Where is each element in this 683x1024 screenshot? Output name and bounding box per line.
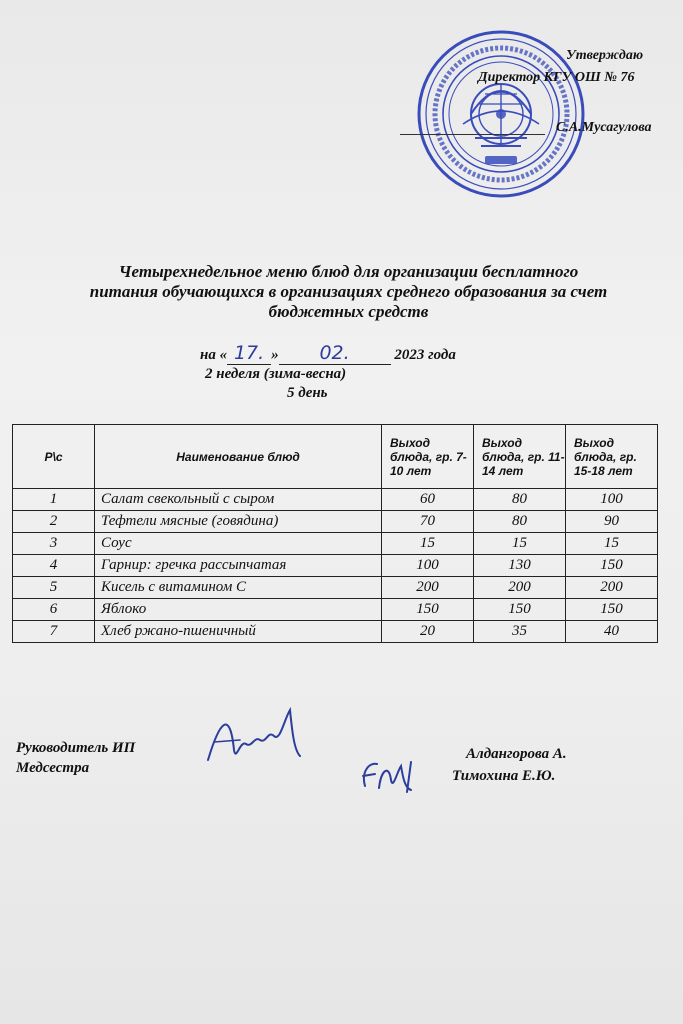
row-num: 1 <box>13 489 95 511</box>
table-row <box>13 533 658 555</box>
row-yield-15-18: 150 <box>566 555 658 577</box>
table-header-row <box>13 425 658 489</box>
row-yield-11-14: 150 <box>474 599 566 621</box>
signer-role-nurse: Медсестра <box>16 760 90 776</box>
row-dish: Яблоко <box>95 599 382 621</box>
approve-label: Утверждаю <box>566 48 644 63</box>
date-prefix: на « <box>200 347 228 363</box>
row-yield-15-18: 90 <box>566 511 658 533</box>
row-dish: Тефтели мясные (говядина) <box>95 511 382 533</box>
table-row <box>13 621 658 643</box>
signature-line <box>400 134 545 135</box>
row-num: 3 <box>13 533 95 555</box>
signer-role-head: Руководитель ИП <box>16 740 136 756</box>
table-row <box>13 489 658 511</box>
signature-nurse-icon <box>355 752 425 798</box>
header-yield-11-14: Выход блюда, гр. 11-14 лет <box>474 425 566 489</box>
row-dish: Гарнир: гречка рассыпчатая <box>95 555 382 577</box>
row-yield-15-18: 15 <box>566 533 658 555</box>
date-line <box>200 342 456 365</box>
table-row <box>13 577 658 599</box>
date-mid: » <box>271 347 279 363</box>
row-dish: Соус <box>95 533 382 555</box>
row-yield-7-10: 100 <box>382 555 474 577</box>
row-num: 4 <box>13 555 95 577</box>
table-row <box>13 511 658 533</box>
title-line-2: питания обучающихся в организациях среднего образования за счет <box>89 282 608 301</box>
director-name: С.А.Мусагулова <box>556 120 652 135</box>
header-yield-7-10: Выход блюда, гр. 7-10 лет <box>382 425 474 489</box>
row-yield-11-14: 15 <box>474 533 566 555</box>
row-yield-7-10: 150 <box>382 599 474 621</box>
row-yield-15-18: 40 <box>566 621 658 643</box>
day-label: 5 день <box>287 385 328 401</box>
director-title: Директор КГУ ОШ № 76 <box>478 70 635 85</box>
row-yield-7-10: 20 <box>382 621 474 643</box>
signer-name-head: Алдангорова А. <box>466 746 567 762</box>
header-num: Р\с <box>13 425 95 489</box>
row-yield-7-10: 60 <box>382 489 474 511</box>
row-dish: Салат свекольный с сыром <box>95 489 382 511</box>
row-yield-7-10: 15 <box>382 533 474 555</box>
row-yield-11-14: 200 <box>474 577 566 599</box>
row-num: 2 <box>13 511 95 533</box>
title-line-1: Четырехнедельное меню блюд для организации бесплатного <box>118 262 579 281</box>
row-yield-11-14: 35 <box>474 621 566 643</box>
row-dish: Хлеб ржано-пшеничный <box>95 621 382 643</box>
menu-table <box>12 424 658 643</box>
header-dish-name: Наименование блюд <box>95 425 382 489</box>
document-title <box>14 262 683 322</box>
header-yield-15-18: Выход блюда, гр. 15-18 лет <box>566 425 658 489</box>
table-row <box>13 555 658 577</box>
row-yield-15-18: 200 <box>566 577 658 599</box>
row-yield-7-10: 70 <box>382 511 474 533</box>
approval-block <box>470 44 683 144</box>
row-yield-7-10: 200 <box>382 577 474 599</box>
title-line-3: бюджетных средств <box>268 302 429 321</box>
date-month-handwritten: 02. <box>319 342 350 364</box>
row-yield-11-14: 80 <box>474 489 566 511</box>
table-row <box>13 599 658 621</box>
row-num: 5 <box>13 577 95 599</box>
row-num: 6 <box>13 599 95 621</box>
row-yield-15-18: 150 <box>566 599 658 621</box>
date-year: 2023 года <box>394 347 456 363</box>
row-yield-11-14: 130 <box>474 555 566 577</box>
row-yield-15-18: 100 <box>566 489 658 511</box>
week-label: 2 неделя (зима-весна) <box>205 366 347 382</box>
signer-name-nurse: Тимохина Е.Ю. <box>452 768 556 784</box>
row-num: 7 <box>13 621 95 643</box>
signature-head-icon <box>200 700 310 770</box>
row-dish: Кисель с витамином С <box>95 577 382 599</box>
date-day-handwritten: 17. <box>233 342 265 364</box>
row-yield-11-14: 80 <box>474 511 566 533</box>
